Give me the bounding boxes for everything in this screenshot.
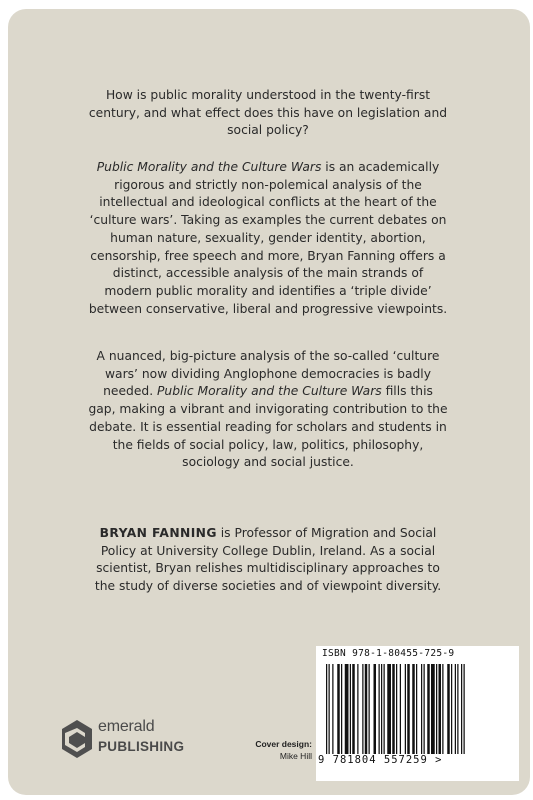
blurb-question: How is public morality understood in the twenty-first century, and what effect does this have on legislation and social policy? <box>88 88 448 138</box>
barcode-number: 9 781804 557259 > <box>318 754 443 766</box>
blurb-description <box>88 159 448 318</box>
hexagon-logo-icon <box>60 719 94 759</box>
description-text: is an academically rigorous and strictly non-polemical analysis of the intellectual and ideological conflicts at the heart of the ‘culture wars’. Taking as examples the current debates on human nature, sexuality, gender identity, abortion, censorship, free speech and more, Bryan Fanning offers a distinct, accessible analysis of the main strands of modern public morality and identifies a ‘triple divide’ between conservative, liberal and progressive viewpoints. <box>88 160 448 316</box>
cover-credit-label: Cover design: <box>255 739 312 749</box>
endorsement-rest: fills this gap, making a vibrant and invigorating contribution to the debate. It is essential reading for scholars and students in the fields of social policy, law, politics, philosophy, sociology and social justice. <box>88 384 448 470</box>
book-title: Public Morality and the Culture Wars <box>96 160 322 174</box>
cover-credit <box>232 739 312 761</box>
back-cover <box>8 9 530 795</box>
blurb-endorsement <box>88 348 448 472</box>
author-bio <box>88 525 448 596</box>
barcode-panel <box>316 646 519 781</box>
publisher-name: emerald <box>98 718 155 735</box>
barcode-icon <box>324 664 514 754</box>
publisher-logo <box>60 717 220 761</box>
cover-credit-name: Mike Hill <box>279 751 312 761</box>
author-bio-text: is Professor of Migration and Social Policy at University College Dublin, Ireland. As a social scientist, Bryan relishes multidisciplinary approaches to the study of diverse societies and of viewpoint diversity. <box>94 526 442 594</box>
isbn-label: ISBN 978-1-80455-725-9 <box>322 648 455 659</box>
publisher-subname: PUBLISHING <box>98 739 185 754</box>
endorsement-start: A nuanced, big-picture analysis of the so-called ‘culture wars’ now dividing Anglophone democracies is badly needed. <box>96 349 440 399</box>
book-title: Public Morality and the Culture Wars <box>157 384 382 399</box>
author-name: BRYAN FANNING <box>99 526 217 540</box>
